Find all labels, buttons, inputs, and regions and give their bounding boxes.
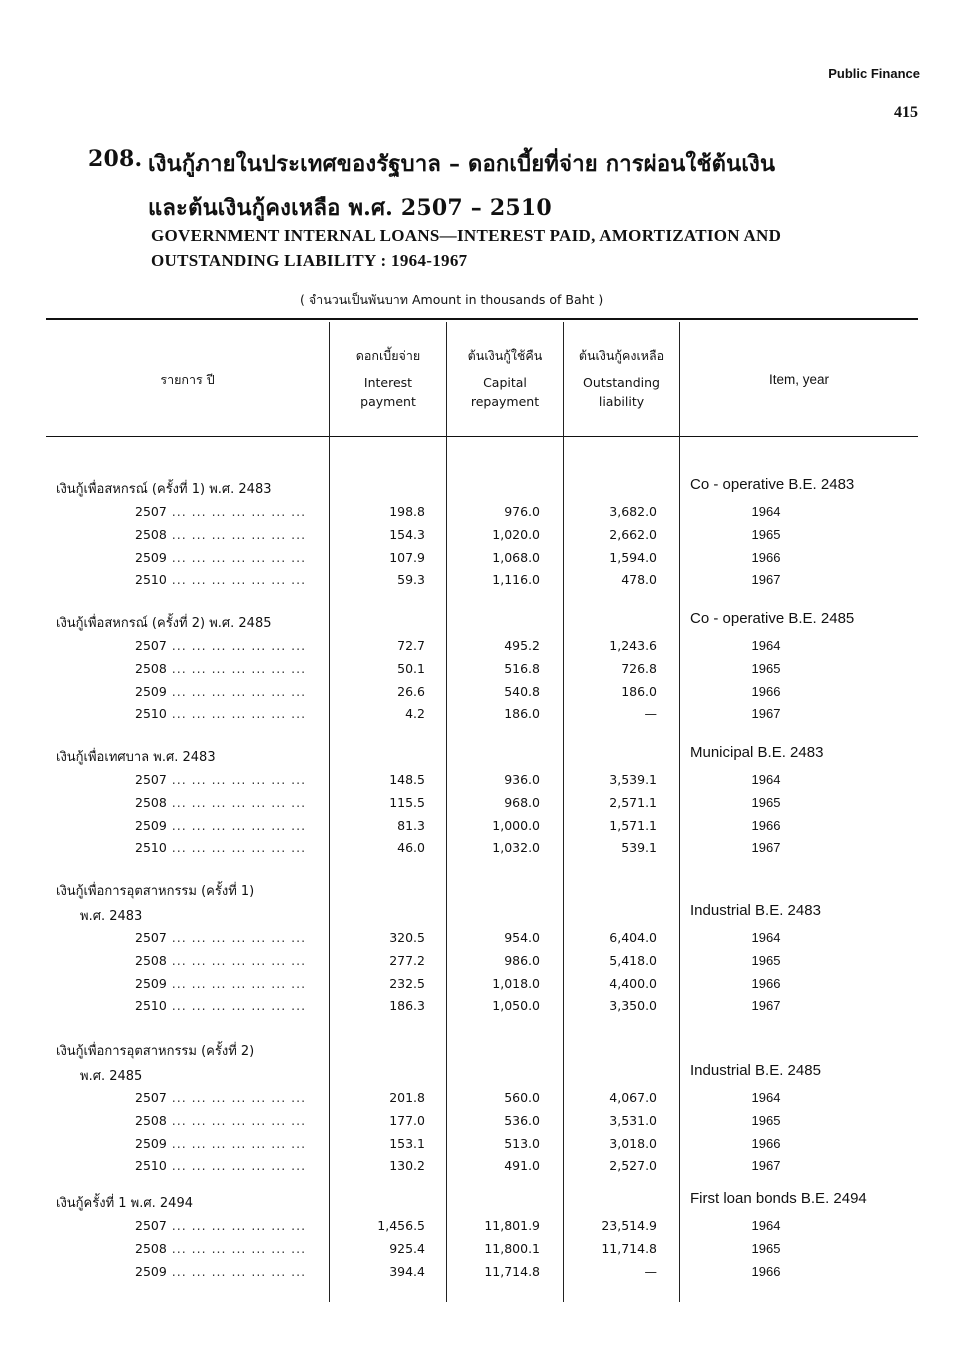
group-label-english: Municipal B.E. 2483 [690,744,824,761]
leader-dots: ... ... ... ... ... ... ... [166,1241,307,1256]
leader-dots: ... ... ... ... ... ... ... [166,998,307,1013]
cell-year-english: 1964 [751,930,781,945]
row-year-thai: 2508 [135,661,167,676]
leader-dots: ... ... ... ... ... ... ... [166,818,307,833]
cell-interest-payment: 201.8 [389,1090,425,1105]
cell-outstanding-liability: 3,539.1 [609,772,657,787]
cell-capital-repayment: 1,000.0 [492,818,540,833]
row-year-thai: 2507 [135,638,167,653]
cell-capital-repayment: 968.0 [504,795,540,810]
cell-outstanding-liability: — [644,1264,657,1279]
group-label-thai: เงินกู้ครั้งที่ 1 พ.ศ. 2494 [56,1196,193,1211]
table-row-year-thai [135,1158,306,1173]
cell-interest-payment: 198.8 [389,504,425,519]
cell-outstanding-liability: 3,531.0 [609,1113,657,1128]
group-label-english: Industrial B.E. 2483 [690,902,821,919]
cell-year-english: 1965 [751,795,781,810]
column-divider-3 [563,322,564,1302]
cell-interest-payment: 81.3 [397,818,425,833]
leader-dots: ... ... ... ... ... ... ... [166,772,307,787]
leader-dots: ... ... ... ... ... ... ... [166,840,307,855]
title-english-line1: GOVERNMENT INTERNAL LOANS—INTEREST PAID, AMORTIZATION AND [151,226,782,245]
table-row-year-thai [135,527,306,542]
cell-capital-repayment: 1,116.0 [492,572,540,587]
cell-capital-repayment: 491.0 [504,1158,540,1173]
leader-dots: ... ... ... ... ... ... ... [166,930,307,945]
row-year-thai: 2510 [135,706,167,721]
interest-thai: ดอกเบี้ยจ่าย [355,348,421,363]
leader-dots: ... ... ... ... ... ... ... [166,527,307,542]
leader-dots: ... ... ... ... ... ... ... [166,504,307,519]
table-row-year-thai [135,1136,306,1151]
cell-year-english: 1964 [751,772,781,787]
table-top-rule [46,318,918,320]
leader-dots: ... ... ... ... ... ... ... [166,1158,307,1173]
table-row-year-thai [135,953,306,968]
unit-note: ( จำนวนเป็นพันบาท Amount in thousands of Baht ) [300,292,604,307]
column-header-interest [330,346,446,411]
cell-interest-payment: 186.3 [389,998,425,1013]
cell-capital-repayment: 1,020.0 [492,527,540,542]
group-label-thai-year: พ.ศ. 2483 [80,909,143,924]
cell-year-english: 1967 [751,1158,781,1173]
leader-dots: ... ... ... ... ... ... ... [166,953,307,968]
row-year-thai: 2507 [135,772,167,787]
cell-outstanding-liability: 2,662.0 [609,527,657,542]
table-row-year-thai [135,930,306,945]
column-header-outstanding [564,346,679,411]
cell-year-english: 1965 [751,953,781,968]
cell-interest-payment: 59.3 [397,572,425,587]
table-row-year-thai [135,818,306,833]
row-year-thai: 2509 [135,684,167,699]
outstanding-en-1: Outstanding [583,375,660,390]
cell-capital-repayment: 495.2 [504,638,540,653]
leader-dots: ... ... ... ... ... ... ... [166,1113,307,1128]
leader-dots: ... ... ... ... ... ... ... [166,1090,307,1105]
cell-interest-payment: 394.4 [389,1264,425,1279]
cell-capital-repayment: 1,050.0 [492,998,540,1013]
leader-dots: ... ... ... ... ... ... ... [166,684,307,699]
cell-capital-repayment: 513.0 [504,1136,540,1151]
table-row-year-thai [135,1090,306,1105]
row-year-thai: 2509 [135,1264,167,1279]
cell-interest-payment: 320.5 [389,930,425,945]
table-row-year-thai [135,638,306,653]
table-row-year-thai [135,795,306,810]
cell-year-english: 1967 [751,572,781,587]
group-label-english: Industrial B.E. 2485 [690,1062,821,1079]
cell-interest-payment: 130.2 [389,1158,425,1173]
cell-year-english: 1965 [751,1241,781,1256]
interest-en-1: Interest [363,375,413,390]
cell-outstanding-liability: 478.0 [621,572,657,587]
cell-outstanding-liability: 11,714.8 [601,1241,657,1256]
cell-year-english: 1964 [751,504,781,519]
cell-interest-payment: 115.5 [389,795,425,810]
table-row-year-thai [135,684,306,699]
cell-outstanding-liability: 4,067.0 [609,1090,657,1105]
row-year-thai: 2510 [135,1158,167,1173]
cell-interest-payment: 177.0 [389,1113,425,1128]
column-divider-1 [329,322,330,1302]
cell-outstanding-liability: 186.0 [621,684,657,699]
row-year-thai: 2510 [135,840,167,855]
table-number: 208. [88,146,143,172]
row-year-thai: 2507 [135,1090,167,1105]
row-year-thai: 2508 [135,795,167,810]
title-english-line2: OUTSTANDING LIABILITY : 1964-1967 [151,251,468,270]
group-label-thai: เงินกู้เพื่อเทศบาล พ.ศ. 2483 [56,750,216,765]
group-label-thai: เงินกู้เพื่อการอุตสาหกรรม (ครั้งที่ 1) [56,884,255,899]
cell-capital-repayment: 11,800.1 [484,1241,540,1256]
row-year-thai: 2509 [135,976,167,991]
leader-dots: ... ... ... ... ... ... ... [166,1264,307,1279]
cell-capital-repayment: 516.8 [504,661,540,676]
leader-dots: ... ... ... ... ... ... ... [166,550,307,565]
cell-capital-repayment: 986.0 [504,953,540,968]
row-year-thai: 2509 [135,818,167,833]
cell-outstanding-liability: — [644,706,657,721]
cell-year-english: 1967 [751,706,781,721]
table-row-year-thai [135,504,306,519]
cell-year-english: 1966 [751,684,781,699]
row-year-thai: 2508 [135,953,167,968]
cell-capital-repayment: 540.8 [504,684,540,699]
cell-capital-repayment: 11,801.9 [484,1218,540,1233]
cell-interest-payment: 4.2 [405,706,425,721]
leader-dots: ... ... ... ... ... ... ... [166,976,307,991]
capital-en-2: repayment [470,394,540,409]
cell-interest-payment: 148.5 [389,772,425,787]
cell-interest-payment: 277.2 [389,953,425,968]
cell-capital-repayment: 936.0 [504,772,540,787]
group-label-english: First loan bonds B.E. 2494 [690,1190,867,1207]
table-row-year-thai [135,550,306,565]
row-year-thai: 2508 [135,1241,167,1256]
cell-year-english: 1966 [751,1136,781,1151]
cell-capital-repayment: 976.0 [504,504,540,519]
row-year-thai: 2507 [135,504,167,519]
cell-capital-repayment: 536.0 [504,1113,540,1128]
cell-capital-repayment: 1,018.0 [492,976,540,991]
cell-outstanding-liability: 1,594.0 [609,550,657,565]
cell-year-english: 1966 [751,1264,781,1279]
row-year-thai: 2507 [135,930,167,945]
cell-capital-repayment: 1,032.0 [492,840,540,855]
cell-outstanding-liability: 726.8 [621,661,657,676]
column-divider-2 [446,322,447,1302]
cell-outstanding-liability: 539.1 [621,840,657,855]
table-row-year-thai [135,706,306,721]
cell-outstanding-liability: 6,404.0 [609,930,657,945]
cell-interest-payment: 107.9 [389,550,425,565]
capital-en-1: Capital [483,375,527,390]
outstanding-thai: ต้นเงินกู้คงเหลือ [578,348,665,363]
cell-outstanding-liability: 2,571.1 [609,795,657,810]
header-bottom-rule [46,436,918,437]
table-row-year-thai [135,840,306,855]
cell-capital-repayment: 11,714.8 [484,1264,540,1279]
cell-capital-repayment: 560.0 [504,1090,540,1105]
row-year-thai: 2508 [135,1113,167,1128]
leader-dots: ... ... ... ... ... ... ... [166,706,307,721]
cell-year-english: 1965 [751,1113,781,1128]
cell-capital-repayment: 1,068.0 [492,550,540,565]
group-label-thai: เงินกู้เพื่อสหกรณ์ (ครั้งที่ 1) พ.ศ. 2483 [56,482,272,497]
page-number: 415 [894,104,918,121]
cell-year-english: 1964 [751,638,781,653]
leader-dots: ... ... ... ... ... ... ... [166,795,307,810]
outstanding-en-2: liability [598,394,645,409]
group-label-thai: เงินกู้เพื่อการอุตสาหกรรม (ครั้งที่ 2) [56,1044,255,1059]
row-year-thai: 2509 [135,550,167,565]
capital-thai: ต้นเงินกู้ใช้คืน [467,348,543,363]
group-label-english: Co - operative B.E. 2485 [690,610,855,627]
leader-dots: ... ... ... ... ... ... ... [166,1136,307,1151]
table-row-year-thai [135,976,306,991]
table-row-year-thai [135,1264,306,1279]
cell-outstanding-liability: 1,571.1 [609,818,657,833]
row-year-thai: 2508 [135,527,167,542]
row-year-thai: 2507 [135,1218,167,1233]
row-year-thai: 2510 [135,572,167,587]
cell-interest-payment: 26.6 [397,684,425,699]
cell-outstanding-liability: 23,514.9 [601,1218,657,1233]
cell-year-english: 1965 [751,527,781,542]
column-header-capital [447,346,563,411]
row-year-thai: 2510 [135,998,167,1013]
group-label-english: Co - operative B.E. 2483 [690,476,855,493]
interest-en-2: payment [360,394,416,409]
group-label-thai-year: พ.ศ. 2485 [80,1069,143,1084]
table-row-year-thai [135,661,306,676]
column-header-item-thai: รายการ ปี [160,372,215,387]
leader-dots: ... ... ... ... ... ... ... [166,1218,307,1233]
table-row-year-thai [135,1113,306,1128]
cell-year-english: 1966 [751,550,781,565]
cell-outstanding-liability: 3,350.0 [609,998,657,1013]
group-label-thai: เงินกู้เพื่อสหกรณ์ (ครั้งที่ 2) พ.ศ. 2485 [56,616,272,631]
table-row-year-thai [135,1241,306,1256]
cell-outstanding-liability: 4,400.0 [609,976,657,991]
leader-dots: ... ... ... ... ... ... ... [166,572,307,587]
table-row-year-thai [135,572,306,587]
cell-year-english: 1964 [751,1090,781,1105]
cell-interest-payment: 1,456.5 [377,1218,425,1233]
column-divider-4 [679,322,680,1302]
cell-interest-payment: 153.1 [389,1136,425,1151]
cell-outstanding-liability: 2,527.0 [609,1158,657,1173]
cell-interest-payment: 154.3 [389,527,425,542]
leader-dots: ... ... ... ... ... ... ... [166,638,307,653]
section-header: Public Finance [828,66,920,81]
cell-year-english: 1967 [751,998,781,1013]
table-row-year-thai [135,998,306,1013]
cell-interest-payment: 232.5 [389,976,425,991]
cell-interest-payment: 46.0 [397,840,425,855]
cell-year-english: 1966 [751,818,781,833]
cell-outstanding-liability: 3,682.0 [609,504,657,519]
title-thai-line2: และต้นเงินกู้คงเหลือ พ.ศ. 2507 – 2510 [148,195,552,221]
cell-outstanding-liability: 3,018.0 [609,1136,657,1151]
cell-year-english: 1966 [751,976,781,991]
cell-outstanding-liability: 5,418.0 [609,953,657,968]
cell-year-english: 1965 [751,661,781,676]
cell-interest-payment: 50.1 [397,661,425,676]
cell-outstanding-liability: 1,243.6 [609,638,657,653]
row-year-thai: 2509 [135,1136,167,1151]
table-row-year-thai [135,1218,306,1233]
table-row-year-thai [135,772,306,787]
leader-dots: ... ... ... ... ... ... ... [166,661,307,676]
cell-year-english: 1967 [751,840,781,855]
cell-interest-payment: 925.4 [389,1241,425,1256]
column-header-item-english: Item, year [768,372,830,387]
title-thai-line1: เงินกู้ภายในประเทศของรัฐบาล – ดอกเบี้ยที่จ่าย การผ่อนใช้ต้นเงิน [148,151,776,177]
cell-interest-payment: 72.7 [397,638,425,653]
cell-capital-repayment: 186.0 [504,706,540,721]
cell-capital-repayment: 954.0 [504,930,540,945]
cell-year-english: 1964 [751,1218,781,1233]
